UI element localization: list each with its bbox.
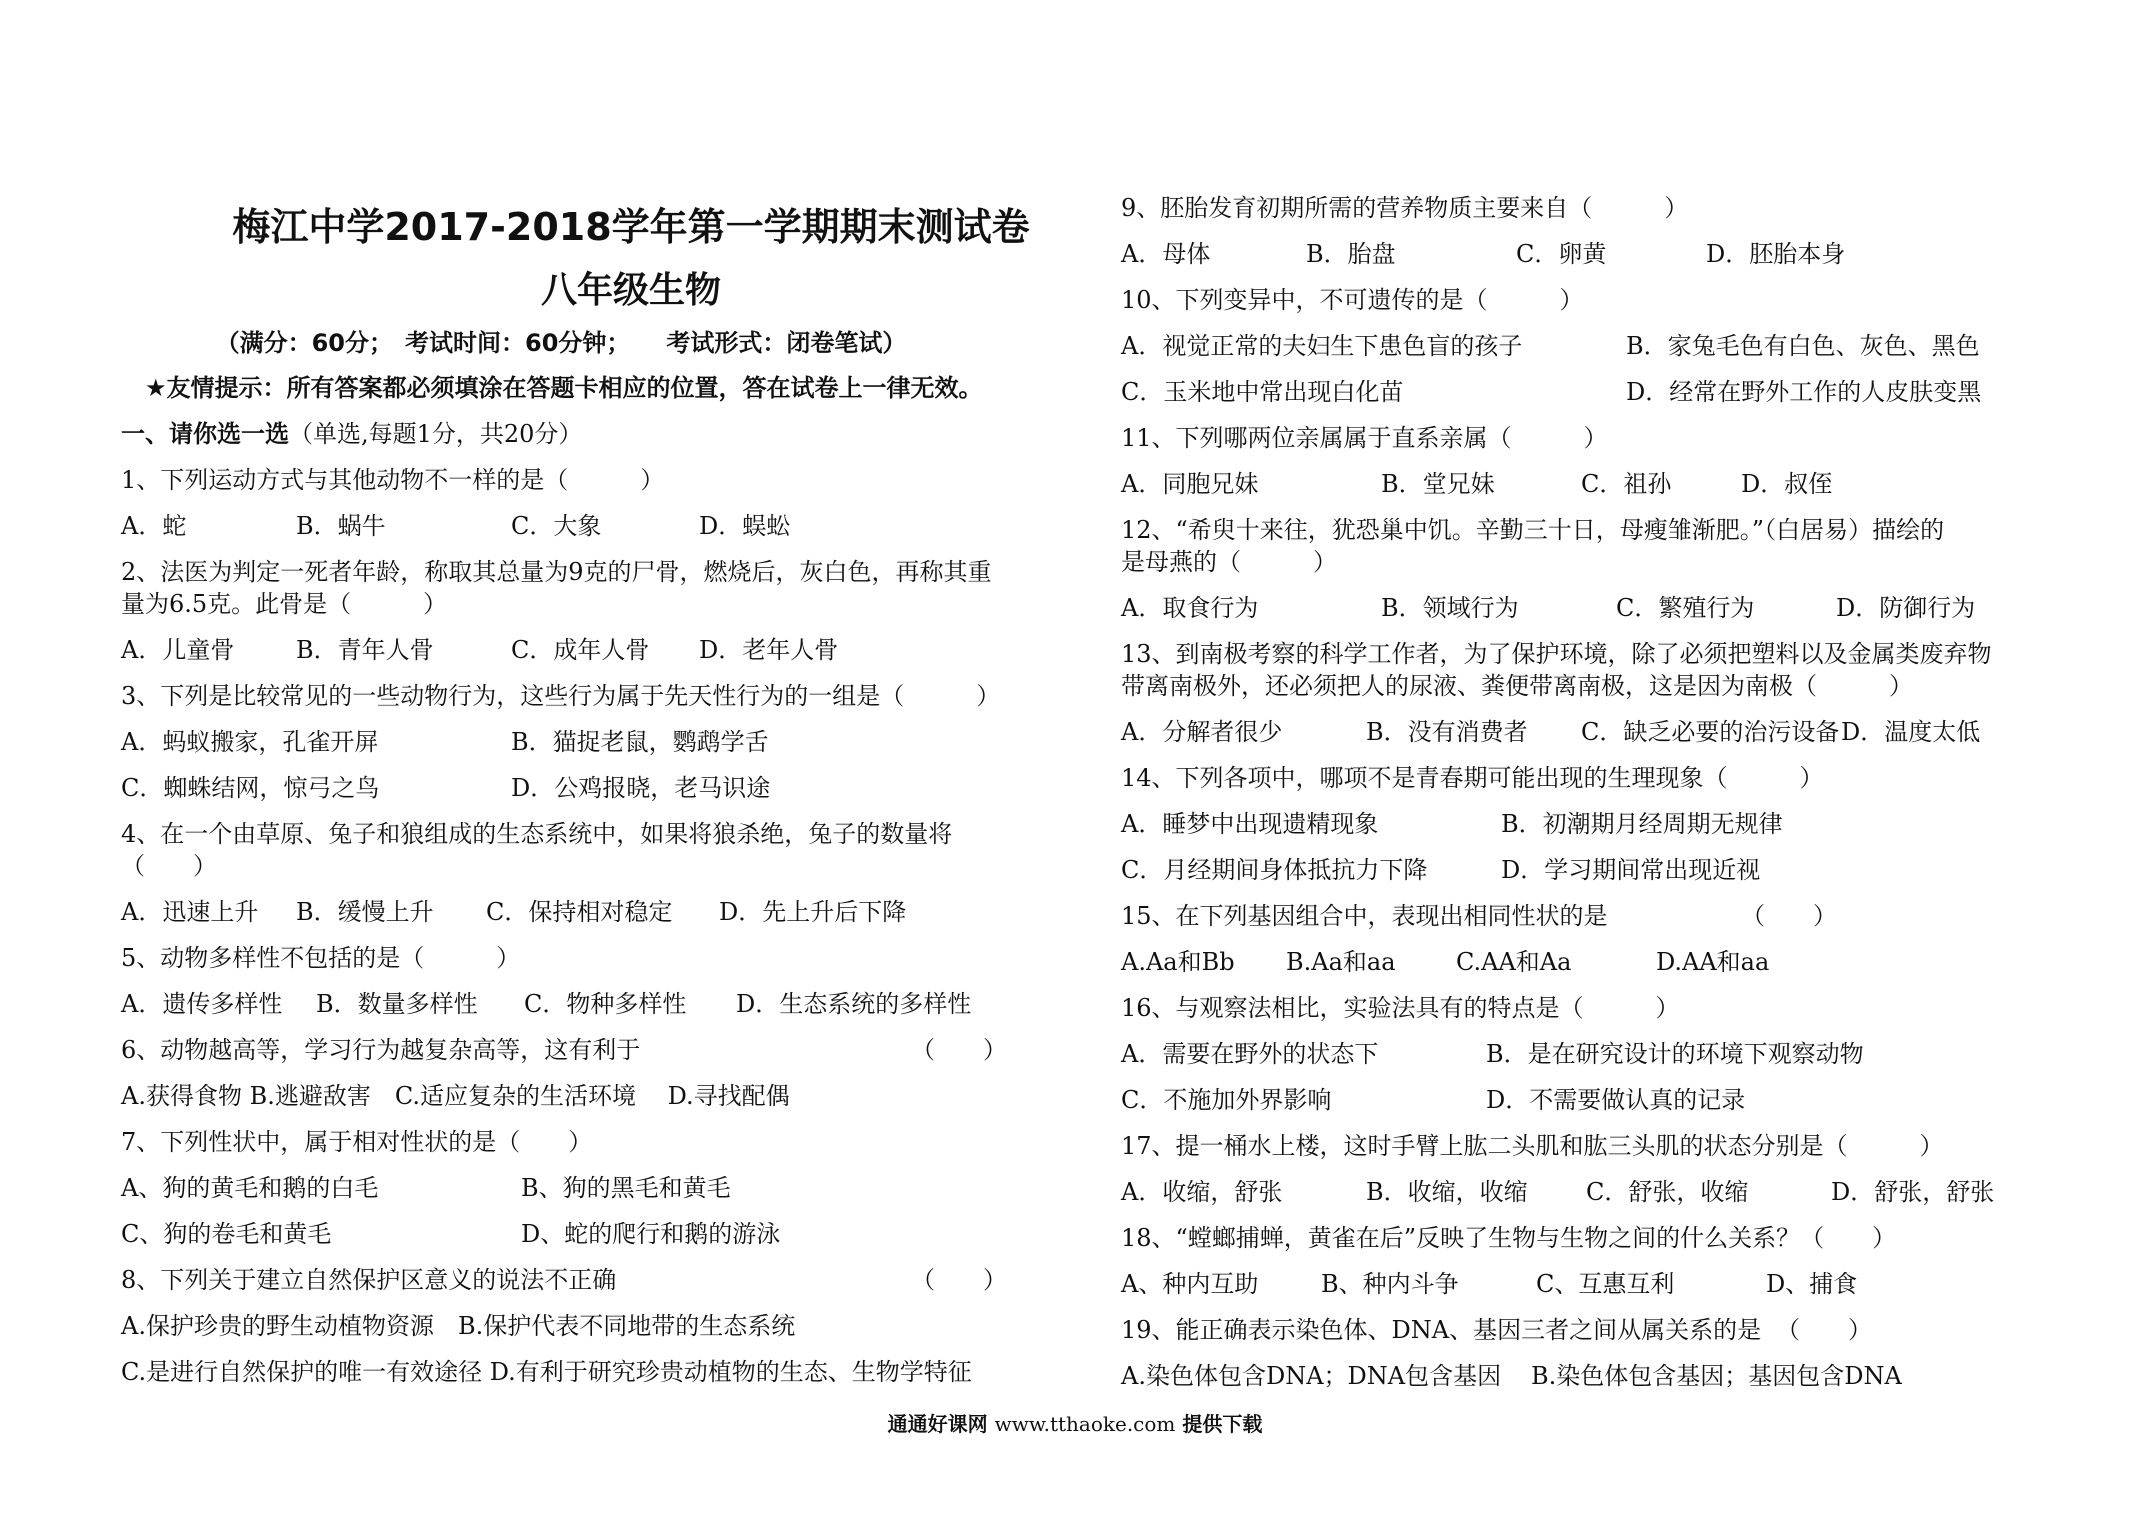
option-text: D．蜈蚣 — [699, 512, 791, 540]
exam-title: 梅江中学2017-2018学年第一学期期末测试卷 — [232, 205, 1030, 249]
option-text: C．繁殖行为 — [1616, 594, 1755, 622]
options-row — [121, 1172, 1051, 1204]
question-line — [121, 680, 1051, 712]
option-text: D．公鸡报晓，老马识途 — [511, 774, 771, 802]
option-text: A．分解者很少 — [1121, 718, 1283, 746]
answer-blank: （ ） — [1741, 902, 1837, 930]
options-row — [1121, 1360, 2041, 1392]
option-text: A．儿童骨 — [121, 636, 235, 664]
option-text: D、捕食 — [1766, 1270, 1858, 1298]
option-text: D．老年人骨 — [699, 636, 839, 664]
question-line — [1121, 514, 2041, 546]
option-text: B．猫捉老鼠，鹦鹉学舌 — [511, 728, 769, 756]
question-text: 6、动物越高等，学习行为越复杂高等，这有利于 — [121, 1036, 641, 1064]
question-line — [121, 1034, 1051, 1066]
question-text: 1、下列运动方式与其他动物不一样的是（ ） — [121, 466, 665, 494]
options-row — [1121, 592, 2041, 624]
question-text: （ ） — [121, 852, 217, 880]
options-row — [121, 896, 1051, 928]
option-text: A．蛇 — [121, 512, 187, 540]
option-text: A．收缩，舒张 — [1121, 1178, 1283, 1206]
answer-blank: （ ） — [1776, 1316, 1872, 1344]
question-text: 12、“希臾十来往，犹恐巢中饥。辛勤三十日，母瘦雏渐肥。”（白居易）描绘的 — [1121, 516, 1945, 544]
question-line — [1121, 900, 2041, 932]
option-text: B．堂兄妹 — [1381, 470, 1495, 498]
question-line — [121, 464, 1051, 496]
exam-tip: ★友情提示：所有答案都必须填涂在答题卡相应的位置，答在试卷上一律无效。 — [145, 374, 983, 402]
section-heading — [121, 418, 1051, 450]
option-text: D.AA和aa — [1656, 948, 1770, 976]
options-row — [1121, 1084, 2041, 1116]
question-text: 13、到南极考察的科学工作者，为了保护环境，除了必须把塑料以及金属类废弃物 — [1121, 640, 1992, 668]
question-text: 9、胚胎发育初期所需的营养物质主要来自（ ） — [1121, 194, 1689, 222]
option-text: B．数量多样性 — [316, 990, 478, 1018]
option-text: B.Aa和aa — [1286, 948, 1396, 976]
options-row — [1121, 330, 2041, 362]
question-line — [121, 818, 1051, 850]
option-text: A、狗的黄毛和鹅的白毛 — [121, 1174, 379, 1202]
options-row — [121, 634, 1051, 666]
options-row — [121, 988, 1051, 1020]
section-note: （单选,每题1分，共20分） — [289, 420, 583, 448]
option-text: C．祖孙 — [1581, 470, 1672, 498]
options-row — [1121, 716, 2041, 748]
option-text: C、狗的卷毛和黄毛 — [121, 1220, 332, 1248]
question-text: 5、动物多样性不包括的是（ ） — [121, 944, 521, 972]
option-text: B．青年人骨 — [296, 636, 434, 664]
options-row — [1121, 468, 2041, 500]
section-label: 一、请你选一选 — [121, 420, 289, 448]
option-text: A．母体 — [1121, 240, 1211, 268]
options-row — [1121, 1268, 2041, 1300]
option-text: B．胎盘 — [1306, 240, 1396, 268]
option-text: D．经常在野外工作的人皮肤变黑 — [1626, 378, 1982, 406]
question-line — [1121, 670, 2041, 702]
question-line — [121, 1080, 1051, 1112]
question-text: 10、下列变异中，不可遗传的是（ ） — [1121, 286, 1584, 314]
option-text: C．舒张，收缩 — [1586, 1178, 1749, 1206]
option-text: B．初潮期月经周期无规律 — [1501, 810, 1783, 838]
question-line — [1121, 1130, 2041, 1162]
question-text: 16、与观察法相比，实验法具有的特点是（ ） — [1121, 994, 1680, 1022]
option-text: A.Aa和Bb — [1121, 948, 1235, 976]
question-text: 带离南极外，还必须把人的尿液、粪便带离南极，这是因为南极（ ） — [1121, 672, 1913, 700]
exam-subtitle: 八年级生物 — [540, 270, 721, 311]
option-text: A.染色体包含DNA；DNA包含基因 — [1121, 1362, 1502, 1390]
answer-blank: （ ） — [911, 1266, 1007, 1294]
question-text: A.获得食物 B.逃避敌害 C.适应复杂的生活环境 D.寻找配偶 — [121, 1082, 790, 1110]
question-text: C.是进行自然保护的唯一有效途径 D.有利于研究珍贵动植物的生态、生物学特征 — [121, 1358, 972, 1386]
option-text: B、种内斗争 — [1321, 1270, 1459, 1298]
option-text: B．没有消费者 — [1366, 718, 1528, 746]
option-text: C．月经期间身体抵抗力下降 — [1121, 856, 1428, 884]
options-row — [1121, 808, 2041, 840]
option-text: C．不施加外界影响 — [1121, 1086, 1332, 1114]
question-line — [1121, 422, 2041, 454]
options-row — [121, 772, 1051, 804]
option-text: C．卵黄 — [1516, 240, 1607, 268]
footer-site-name: 通通好课网 — [887, 1412, 988, 1436]
option-text: C．玉米地中常出现白化苗 — [1121, 378, 1404, 406]
question-line — [121, 588, 1051, 620]
question-text: 8、下列关于建立自然保护区意义的说法不正确 — [121, 1266, 617, 1294]
question-text: 14、下列各项中，哪项不是青春期可能出现的生理现象（ ） — [1121, 764, 1824, 792]
option-text: C．成年人骨 — [511, 636, 650, 664]
option-text: B．收缩，收缩 — [1366, 1178, 1528, 1206]
option-text: A．取食行为 — [1121, 594, 1259, 622]
option-text: C．保持相对稳定 — [486, 898, 673, 926]
option-text: D、蛇的爬行和鹅的游泳 — [521, 1220, 781, 1248]
option-text: D．舒张，舒张 — [1831, 1178, 1995, 1206]
option-text: B．家兔毛色有白色、灰色、黑色 — [1626, 332, 1980, 360]
question-line — [121, 1356, 1051, 1388]
answer-blank: （ ） — [911, 1036, 1007, 1064]
option-text: D．温度太低 — [1841, 718, 1981, 746]
option-text: A．睡梦中出现遗精现象 — [1121, 810, 1379, 838]
option-text: C．蜘蛛结网，惊弓之鸟 — [121, 774, 380, 802]
options-row — [1121, 946, 2041, 978]
option-text: A．需要在野外的状态下 — [1121, 1040, 1379, 1068]
options-row — [1121, 854, 2041, 886]
question-line — [1121, 1222, 2041, 1254]
question-text: 15、在下列基因组合中，表现出相同性状的是 — [1121, 902, 1608, 930]
option-text: D．不需要做认真的记录 — [1486, 1086, 1746, 1114]
options-row — [121, 1218, 1051, 1250]
footer-url: www.tthaoke.com — [994, 1412, 1176, 1436]
footer-download-note: 提供下载 — [1182, 1412, 1263, 1436]
option-text: B．是在研究设计的环境下观察动物 — [1486, 1040, 1864, 1068]
exam-info: （满分：60分； 考试时间：60分钟； 考试形式：闭卷笔试） — [215, 329, 907, 357]
question-line — [1121, 638, 2041, 670]
question-line — [121, 1126, 1051, 1158]
option-text: D．学习期间常出现近视 — [1501, 856, 1761, 884]
question-line — [1121, 284, 2041, 316]
option-text: B．领域行为 — [1381, 594, 1519, 622]
option-text: C、互惠互利 — [1536, 1270, 1675, 1298]
question-text: 是母燕的（ ） — [1121, 548, 1337, 576]
option-text: C.AA和Aa — [1456, 948, 1572, 976]
question-text: 19、能正确表示染色体、DNA、基因三者之间从属关系的是 — [1121, 1316, 1762, 1344]
option-text: B.染色体包含基因；基因包含DNA — [1531, 1362, 1902, 1390]
option-text: B．蜗牛 — [296, 512, 386, 540]
question-text: 18、“螳螂捕蝉，黄雀在后”反映了生物与生物之间的什么关系？（ ） — [1121, 1224, 1897, 1252]
footer — [0, 1408, 2150, 1437]
question-line — [121, 1310, 1051, 1342]
option-text: C．大象 — [511, 512, 602, 540]
option-text: A．迅速上升 — [121, 898, 259, 926]
options-row — [121, 726, 1051, 758]
option-text: B、狗的黑毛和黄毛 — [521, 1174, 731, 1202]
option-text: A．遗传多样性 — [121, 990, 283, 1018]
question-text: 4、在一个由草原、兔子和狼组成的生态系统中，如果将狼杀绝，兔子的数量将 — [121, 820, 953, 848]
question-line — [1121, 762, 2041, 794]
options-row — [1121, 1176, 2041, 1208]
question-line — [1121, 1314, 2041, 1346]
option-text: B．缓慢上升 — [296, 898, 434, 926]
option-text: A．同胞兄妹 — [1121, 470, 1259, 498]
option-text: D．生态系统的多样性 — [736, 990, 972, 1018]
option-text: D．先上升后下降 — [719, 898, 907, 926]
option-text: C．物种多样性 — [524, 990, 687, 1018]
option-text: C．缺乏必要的治污设备 — [1581, 718, 1840, 746]
question-line — [121, 1264, 1051, 1296]
question-text: 3、下列是比较常见的一些动物行为，这些行为属于先天性行为的一组是（ ） — [121, 682, 1001, 710]
question-line — [121, 850, 1051, 882]
option-text: A．蚂蚁搬家，孔雀开屏 — [121, 728, 379, 756]
question-text: 17、提一桶水上楼，这时手臂上肱二头肌和肱三头肌的状态分别是（ ） — [1121, 1132, 1944, 1160]
option-text: A．视觉正常的夫妇生下患色盲的孩子 — [1121, 332, 1523, 360]
question-text: 7、下列性状中，属于相对性状的是（ ） — [121, 1128, 593, 1156]
question-line — [1121, 992, 2041, 1024]
question-line — [1121, 546, 2041, 578]
question-text: 2、法医为判定一死者年龄，称取其总量为9克的尸骨，燃烧后，灰白色，再称其重 — [121, 558, 992, 586]
options-row — [1121, 1038, 2041, 1070]
options-row — [1121, 376, 2041, 408]
option-text: D．叔侄 — [1741, 470, 1833, 498]
question-line — [1121, 192, 2041, 224]
question-text: A.保护珍贵的野生动植物资源 B.保护代表不同地带的生态系统 — [121, 1312, 796, 1340]
options-row — [1121, 238, 2041, 270]
question-line — [121, 942, 1051, 974]
option-text: A、种内互助 — [1121, 1270, 1259, 1298]
question-text: 11、下列哪两位亲属属于直系亲属（ ） — [1121, 424, 1608, 452]
option-text: D．胚胎本身 — [1706, 240, 1846, 268]
question-line — [121, 556, 1051, 588]
option-text: D．防御行为 — [1836, 594, 1976, 622]
options-row — [121, 510, 1051, 542]
question-text: 量为6.5克。此骨是（ ） — [121, 590, 448, 618]
